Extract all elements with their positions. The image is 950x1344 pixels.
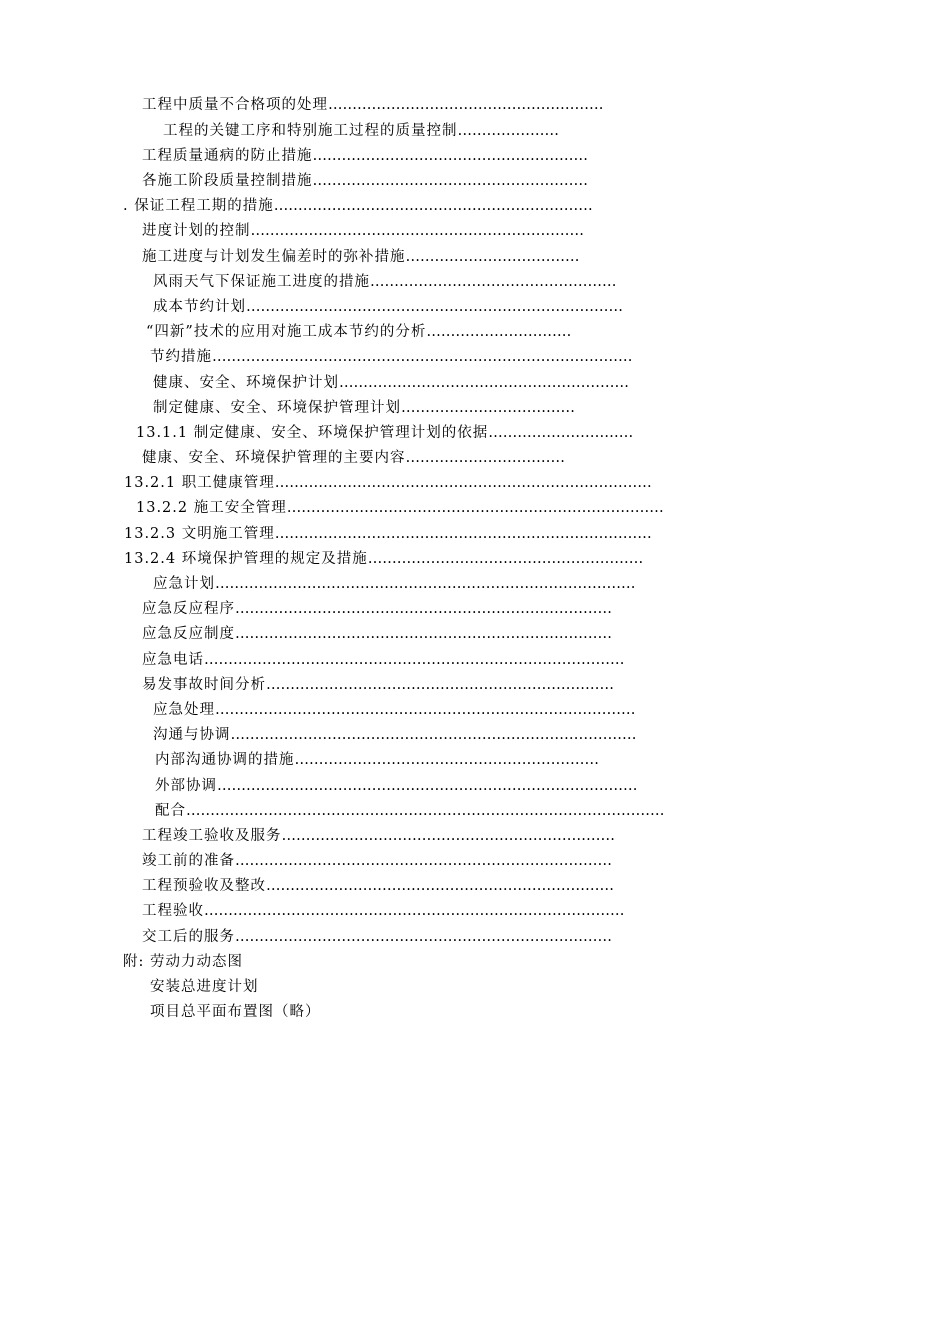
toc-entry[interactable]: [142, 449, 565, 467]
toc-entry[interactable]: [155, 777, 638, 795]
toc-entry-label: 内部沟通协调的措施: [155, 752, 295, 768]
toc-entry-leader: …………………………………………………: [328, 97, 604, 113]
toc-entry[interactable]: [153, 273, 617, 291]
toc-entry-label: . 保证工程工期的措施: [123, 198, 274, 214]
toc-entry-label: 施工进度与计划发生偏差时的弥补措施: [142, 249, 406, 265]
toc-entry-leader: ……………………………………………………………………: [246, 299, 623, 315]
toc-entry-label: 进度计划的控制: [142, 223, 251, 239]
toc-entry[interactable]: [124, 525, 652, 543]
toc-entry-leader: ……………………………………………………………………: [274, 526, 652, 542]
toc-entry[interactable]: [142, 651, 625, 669]
toc-entry-leader: ………………………………: [401, 400, 575, 416]
toc-entry-leader: …………………: [457, 123, 559, 139]
toc-entry-label: 工程质量通病的防止措施: [142, 148, 313, 164]
toc-entry[interactable]: [142, 600, 612, 618]
toc-entry-leader: ……………………………………………………………………………: [215, 576, 636, 592]
toc-entry-leader: ……………………………………………………………………………: [215, 702, 636, 718]
toc-entry-leader: ……………………………………………………………………: [235, 626, 612, 642]
toc-entry-label: 13.1.1 制定健康、安全、环境保护管理计划的依据: [136, 425, 489, 441]
toc-entry-label: 13.2.2 施工安全管理: [136, 500, 287, 516]
toc-entry-label: 节约措施: [150, 349, 212, 365]
toc-entry[interactable]: [146, 323, 571, 341]
toc-entry-leader: ……………………………………………………………: [250, 223, 584, 239]
toc-entry-leader: …………………………………………………………………………: [230, 727, 637, 743]
toc-entry[interactable]: [136, 424, 633, 442]
toc-entry[interactable]: [142, 625, 612, 643]
toc-entry-leader: …………………………………………………: [312, 173, 588, 189]
toc-entry[interactable]: [124, 474, 652, 492]
toc-entry[interactable]: [153, 374, 629, 392]
toc-entry-leader: …………………………: [426, 324, 572, 340]
toc-entry-label: 13.2.3 文明施工管理: [124, 526, 275, 542]
toc-entry-label: 各施工阶段质量控制措施: [142, 173, 313, 189]
toc-entry[interactable]: [142, 877, 614, 895]
toc-entry[interactable]: [136, 499, 664, 517]
toc-entry-leader: ……………………………………………………………………………: [204, 652, 625, 668]
toc-entry-leader: ……………………………………………………………………: [274, 475, 652, 491]
toc-entry-leader: ……………………………………………………………………………: [204, 903, 625, 919]
toc-entry-leader: ………………………………………………………………: [266, 878, 614, 894]
toc-entry-leader: ……………………………………………………………………: [235, 601, 612, 617]
toc-entry-label: 健康、安全、环境保护管理的主要内容: [142, 450, 406, 466]
toc-entry-label: 交工后的服务: [142, 929, 235, 945]
toc-entry-label: “四新”技术的应用对施工成本节约的分析: [146, 324, 427, 340]
toc-entry[interactable]: [142, 676, 614, 694]
toc-entry[interactable]: [153, 399, 575, 417]
toc-entry-label: 沟通与协调: [153, 727, 231, 743]
toc-entry-label: 成本节约计划: [153, 299, 246, 315]
toc-entry-leader: …………………………………………………: [367, 551, 644, 567]
toc-entry[interactable]: [153, 701, 636, 719]
toc-entry[interactable]: [153, 726, 637, 744]
toc-entry-label: 13.2.1 职工健康管理: [124, 475, 275, 491]
toc-entry-label: 制定健康、安全、环境保护管理计划: [153, 400, 401, 416]
toc-entry-label: 应急计划: [153, 576, 215, 592]
toc-entry-leader: ……………………………………………………………: [281, 828, 615, 844]
toc-entry-leader: ………………………………………………………………: [266, 677, 614, 693]
toc-entry[interactable]: [163, 122, 559, 140]
toc-entry-label: 工程竣工验收及服务: [142, 828, 282, 844]
toc-entry-label: 应急反应程序: [142, 601, 235, 617]
toc-entry[interactable]: [150, 348, 633, 366]
toc-entry-label: 工程中质量不合格项的处理: [142, 97, 328, 113]
toc-entry-label: 工程预验收及整改: [142, 878, 266, 894]
toc-entry[interactable]: [155, 802, 665, 820]
toc-entry-label: 应急处理: [153, 702, 215, 718]
toc-entry-label: 竣工前的准备: [142, 853, 235, 869]
toc-entry-label: 风雨天气下保证施工进度的措施: [153, 274, 370, 290]
toc-entry-leader: ………………………………………………………………………………………: [186, 803, 665, 819]
toc-entry-leader: ……………………………: [405, 450, 565, 466]
toc-entry-label: 外部协调: [155, 778, 217, 794]
toc-entry[interactable]: [153, 298, 623, 316]
toc-entry[interactable]: [142, 852, 612, 870]
toc-entry-label: 应急电话: [142, 652, 204, 668]
toc-entry-leader: ………………………………………………………: [294, 752, 599, 768]
toc-entry-label: 工程验收: [142, 903, 204, 919]
toc-entry[interactable]: [155, 751, 599, 769]
toc-entry-label: 应急反应制度: [142, 626, 235, 642]
toc-entry-label: 工程的关键工序和特别施工过程的质量控制: [163, 123, 458, 139]
toc-entry[interactable]: [142, 147, 588, 165]
toc-entry-leader: ……………………………………………………………………: [235, 929, 612, 945]
toc-entry[interactable]: [142, 172, 588, 190]
toc-entry-leader: ………………………………: [405, 249, 580, 265]
toc-entry-leader: ……………………………………………………: [339, 375, 629, 391]
toc-entry[interactable]: [142, 827, 615, 845]
toc-entry[interactable]: [142, 248, 580, 266]
toc-entry-leader: …………………………: [488, 425, 634, 441]
toc-entry[interactable]: [142, 222, 584, 240]
toc-entry-label: 13.2.4 环境保护管理的规定及措施: [124, 551, 368, 567]
appendix-title: 附: 劳动力动态图: [123, 954, 243, 970]
toc-entry-leader: …………………………………………………: [312, 148, 588, 164]
toc-entry[interactable]: [142, 928, 612, 946]
toc-entry-leader: ……………………………………………………………………………: [212, 349, 633, 365]
toc-entry[interactable]: [153, 575, 636, 593]
toc-entry[interactable]: [142, 902, 625, 920]
appendix-item: 项目总平面布置图（略）: [150, 1004, 321, 1020]
toc-entry-leader: ……………………………………………………………………: [286, 500, 664, 516]
appendix-item: 安装总进度计划: [150, 979, 259, 995]
toc-entry[interactable]: [124, 550, 643, 568]
toc-entry[interactable]: [142, 96, 604, 114]
toc-entry-leader: …………………………………………………………: [273, 198, 593, 214]
toc-entry-leader: ……………………………………………………………………: [235, 853, 612, 869]
toc-entry-leader: ……………………………………………: [370, 274, 617, 290]
toc-entry-label: 配合: [155, 803, 186, 819]
toc-entry-label: 易发事故时间分析: [142, 677, 266, 693]
toc-entry-leader: ……………………………………………………………………………: [217, 778, 638, 794]
toc-entry-label: 健康、安全、环境保护计划: [153, 375, 339, 391]
toc-entry[interactable]: [123, 197, 593, 215]
